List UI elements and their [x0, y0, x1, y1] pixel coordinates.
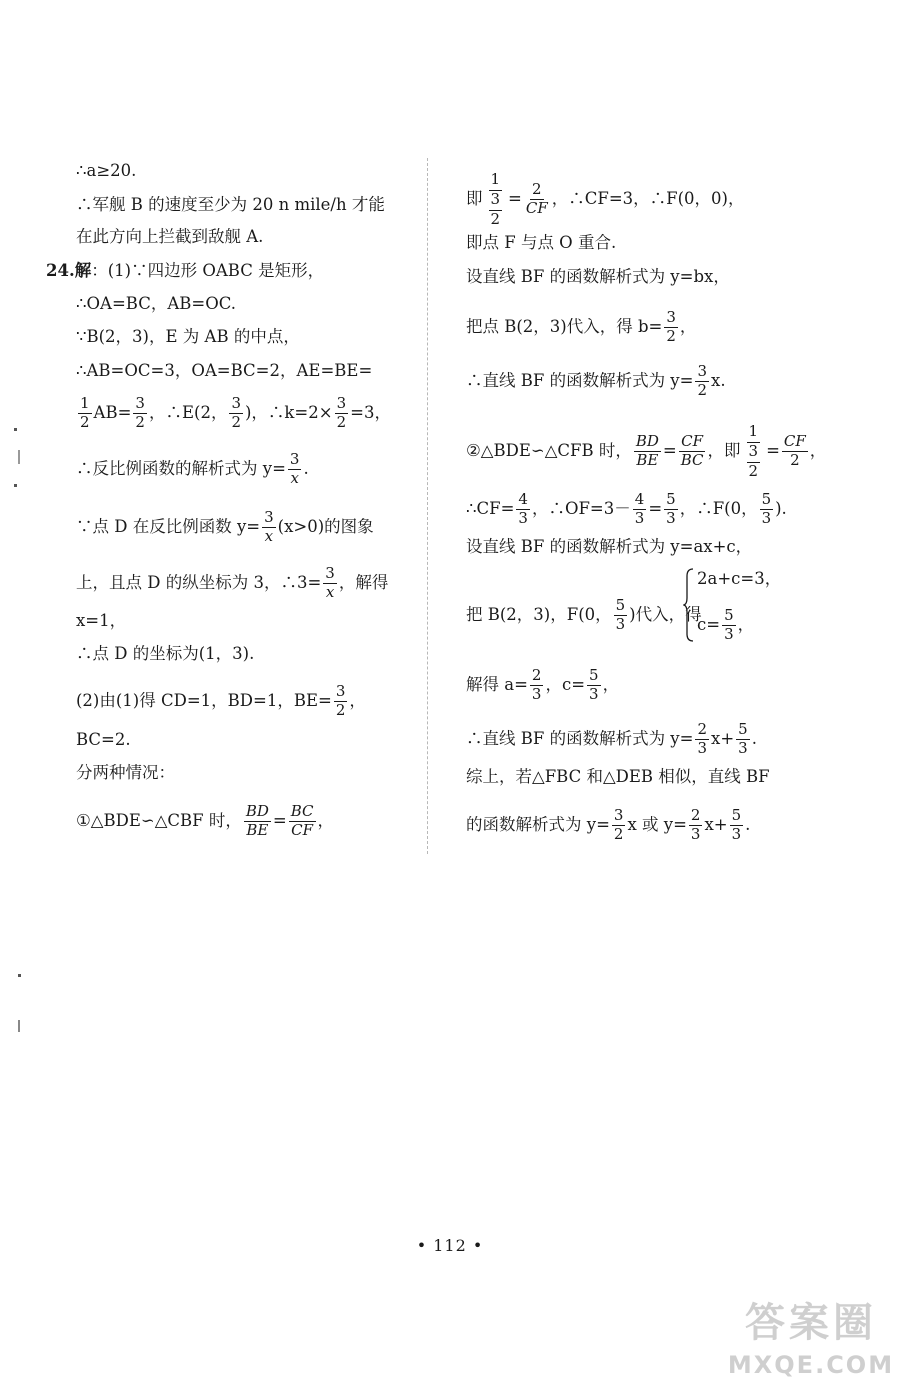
complex-fraction — [485, 172, 507, 227]
fraction-numerator: 3 — [264, 508, 274, 526]
fraction — [524, 182, 550, 217]
text-span: . — [751, 728, 757, 748]
text-span: . — [745, 814, 751, 834]
text-span: 的函数解析式为 y= — [466, 814, 610, 834]
fraction — [587, 668, 601, 703]
fraction-denominator: 3 — [615, 614, 626, 633]
fraction-numerator: 3 — [325, 564, 335, 582]
text-line — [466, 424, 826, 479]
fraction — [664, 310, 678, 345]
scan-mark — [18, 1020, 20, 1032]
watermark-bottom-text: MXQE.COM — [727, 1351, 895, 1379]
text-span: 设直线 BF 的函数解析式为 y=ax+c， — [466, 537, 753, 556]
fraction — [782, 434, 808, 469]
text-line — [76, 160, 136, 182]
text-line — [466, 766, 770, 788]
text-span: ∴OA=BC，AB=OC. — [76, 294, 236, 313]
text-line — [466, 266, 730, 288]
page-number: • 112 • — [416, 1236, 484, 1255]
fraction-denominator: x — [264, 526, 274, 545]
column-divider — [427, 158, 428, 854]
fraction — [679, 434, 706, 469]
text-span: ①△BDE∽△CBF 时， — [76, 810, 242, 830]
text-span: = — [272, 810, 287, 830]
fraction-numerator: BD — [245, 802, 269, 820]
fraction — [614, 598, 628, 633]
text-span: )，∴k=2× — [245, 402, 333, 422]
fraction-numerator: 1 — [489, 172, 503, 191]
text-line — [76, 510, 374, 545]
fraction-denominator: 2 — [666, 326, 676, 345]
question-number: 24. — [46, 261, 75, 280]
scan-mark — [18, 450, 20, 464]
text-span: ②△BDE∽△CFB 时， — [466, 441, 632, 461]
text-line — [76, 194, 385, 216]
text-line — [466, 598, 702, 633]
text-line — [466, 668, 619, 703]
fraction-numerator: 5 — [731, 806, 742, 824]
scan-mark — [14, 484, 17, 487]
fraction-denominator: 3 — [731, 824, 742, 843]
text-span: ∴直线 BF 的函数解析式为 y= — [466, 728, 694, 748]
fraction-denominator: x — [325, 582, 335, 601]
fraction-denominator: 3 — [738, 738, 748, 757]
fraction-numerator: 4 — [518, 490, 528, 508]
text-line — [466, 310, 696, 345]
text-span: BC=2. — [76, 730, 131, 749]
text-line — [466, 808, 750, 843]
fraction-denominator: 2 — [135, 412, 145, 431]
fraction — [289, 804, 316, 839]
text-line — [76, 326, 300, 348]
text-span: ， — [349, 690, 366, 710]
question-24-header — [46, 260, 324, 282]
fraction-denominator: 2 — [80, 412, 90, 431]
text-span: 解得 a= — [466, 674, 528, 694]
fraction-denominator — [485, 191, 507, 228]
fraction-denominator: 3 — [690, 824, 701, 843]
fraction-denominator: 3 — [589, 684, 599, 703]
fraction-numerator: 1 — [80, 394, 90, 412]
fraction-numerator: 4 — [634, 490, 645, 508]
text-line — [76, 729, 131, 751]
text-span: c= — [697, 614, 721, 634]
fraction — [612, 808, 626, 843]
fraction-numerator: 3 — [489, 192, 503, 211]
fraction-denominator: BE — [246, 820, 269, 839]
text-line — [466, 536, 752, 558]
fraction-denominator: 2 — [490, 209, 501, 228]
fraction — [530, 668, 544, 703]
fraction-denominator: 2 — [697, 380, 708, 399]
fraction — [334, 684, 348, 719]
fraction-numerator: 3 — [336, 394, 347, 412]
fraction — [689, 808, 703, 843]
text-span: ， — [809, 441, 827, 461]
fraction-denominator: 3 — [761, 508, 772, 527]
fraction-denominator: 3 — [518, 508, 528, 527]
fraction — [133, 396, 147, 431]
text-span: x+ — [704, 814, 728, 834]
text-line — [76, 226, 263, 248]
fraction-denominator: 2 — [790, 451, 800, 470]
text-line — [76, 452, 309, 487]
text-span: ，即 — [707, 441, 741, 461]
left-brace-icon — [683, 568, 695, 642]
fraction-denominator: 2 — [336, 412, 347, 431]
fraction — [516, 492, 530, 527]
text-span: (2)由(1)得 CD=1，BD=1，BE= — [76, 690, 332, 710]
fraction-numerator: 3 — [335, 682, 346, 700]
text-span: 分两种情况： — [76, 763, 175, 782]
text-line — [466, 722, 757, 757]
fraction-denominator: 3 — [531, 684, 542, 703]
fraction-numerator: 5 — [738, 720, 748, 738]
text-line — [76, 566, 388, 601]
fraction-denominator — [743, 443, 765, 480]
fraction-numerator: 5 — [589, 666, 599, 684]
text-span: ∴AB=OC=3，OA=BC=2，AE=BE= — [76, 361, 373, 380]
fraction-numerator: 3 — [666, 308, 676, 326]
fraction — [730, 808, 744, 843]
fraction-numerator: 3 — [289, 450, 300, 468]
text-span: ，∴OF=3－ — [531, 498, 631, 518]
equation-row — [697, 608, 754, 643]
fraction-numerator: 5 — [666, 490, 676, 508]
fraction — [244, 804, 271, 839]
solve-label: 解 — [74, 261, 92, 280]
text-span: = — [648, 498, 663, 518]
fraction-numerator: 2 — [531, 666, 542, 684]
fraction-denominator: 2 — [231, 412, 241, 431]
text-span: 即 — [466, 189, 483, 209]
fraction — [760, 492, 774, 527]
text-span: =3， — [350, 402, 391, 422]
text-span: 把 B(2，3)，F(0， — [466, 604, 612, 624]
text-line — [466, 232, 616, 254]
text-span: . — [303, 458, 309, 478]
fraction — [489, 189, 503, 228]
text-span: ∵B(2，3)，E 为 AB 的中点， — [76, 327, 300, 346]
text-span: = — [508, 189, 522, 209]
text-line — [466, 492, 787, 527]
fraction-denominator: 3 — [666, 508, 676, 527]
text-line — [76, 396, 391, 431]
fraction-numerator: BD — [635, 432, 659, 451]
fraction — [695, 722, 709, 757]
text-line — [76, 804, 334, 839]
fraction-numerator: 1 — [747, 424, 761, 443]
text-line — [76, 643, 254, 665]
fraction-denominator: 3 — [697, 738, 708, 757]
complex-fraction — [743, 424, 765, 479]
text-span: ，∴E(2， — [148, 402, 228, 422]
text-span: x=1， — [76, 611, 127, 630]
fraction-numerator: 2 — [690, 806, 701, 824]
text-span: ∴CF= — [466, 498, 515, 518]
fraction-numerator: 5 — [761, 490, 772, 508]
text-span: 在此方向上拦截到敌舰 A. — [76, 227, 264, 246]
fraction-numerator: 3 — [747, 444, 761, 463]
text-span: ：(1)∵四边形 OABC 是矩形， — [91, 261, 325, 280]
text-span: ∵点 D 在反比例函数 y= — [76, 516, 261, 536]
text-line — [76, 360, 372, 382]
fraction-numerator: BC — [290, 802, 314, 820]
fraction — [695, 364, 709, 399]
text-span: ， — [679, 316, 697, 336]
text-span: ， — [602, 674, 620, 694]
text-span: ，c= — [545, 674, 586, 694]
text-span: x+ — [711, 728, 735, 748]
fraction-denominator: BC — [680, 451, 704, 470]
fraction — [229, 396, 243, 431]
fraction — [664, 492, 678, 527]
fraction-denominator: 2 — [748, 461, 759, 480]
text-span: ，解得 — [338, 572, 389, 592]
fraction-denominator: 3 — [634, 508, 645, 527]
fraction — [634, 434, 661, 469]
fraction-denominator: x — [290, 468, 299, 487]
fraction — [262, 510, 276, 545]
fraction-denominator: BE — [636, 451, 659, 470]
fraction-denominator: CF — [291, 820, 314, 839]
equation-row — [697, 568, 781, 590]
text-span: )代入，得 — [629, 604, 702, 624]
fraction — [335, 396, 349, 431]
fraction-numerator: CF — [681, 432, 704, 451]
scan-mark — [14, 428, 17, 431]
text-span: AB= — [93, 402, 132, 422]
fraction — [78, 396, 92, 431]
fraction — [323, 566, 337, 601]
text-line — [76, 610, 126, 632]
text-span: ， — [317, 810, 335, 830]
text-line — [466, 364, 726, 399]
scan-mark — [18, 974, 21, 977]
text-span: ∴点 D 的坐标为(1，3). — [76, 644, 255, 663]
text-span: 上，且点 D 的纵坐标为 3，∴3= — [76, 572, 322, 592]
text-span: x 或 y= — [627, 814, 687, 834]
fraction-numerator: CF — [783, 432, 806, 451]
fraction-denominator: 3 — [724, 624, 734, 643]
text-span: 即点 F 与点 O 重合. — [466, 233, 617, 252]
text-span: ∴a≥20. — [76, 161, 137, 180]
fraction — [722, 608, 736, 643]
text-span: ，∴F(0， — [679, 498, 758, 518]
text-span: ∴直线 BF 的函数解析式为 y= — [466, 370, 694, 390]
fraction-numerator: 3 — [697, 362, 708, 380]
text-line — [76, 293, 236, 315]
fraction-denominator: CF — [525, 199, 548, 218]
text-span: 2a+c=3， — [697, 569, 782, 588]
text-span: ，∴CF=3，∴F(0，0)， — [551, 189, 745, 209]
text-span: 设直线 BF 的函数解析式为 y=bx， — [466, 267, 730, 286]
text-line — [466, 172, 744, 227]
fraction — [288, 452, 302, 487]
fraction-numerator: 2 — [532, 180, 542, 199]
text-span: = — [662, 441, 677, 461]
fraction-denominator: 2 — [335, 700, 346, 719]
text-span: ∴军舰 B 的速度至少为 20 n mile/h 才能 — [76, 195, 385, 214]
text-span: x. — [711, 370, 726, 390]
text-span: 综上，若△FBC 和△DEB 相似，直线 BF — [466, 767, 770, 786]
watermark-logo — [726, 1300, 896, 1384]
fraction-numerator: 3 — [135, 394, 145, 412]
text-span: 把点 B(2，3)代入，得 b= — [466, 316, 663, 336]
text-line — [76, 762, 175, 784]
text-span: = — [766, 441, 780, 461]
fraction-numerator: 3 — [613, 806, 624, 824]
text-line — [76, 684, 366, 719]
fraction-denominator: 2 — [613, 824, 624, 843]
text-span: ， — [737, 614, 755, 634]
text-span: ). — [775, 498, 787, 518]
fraction — [736, 722, 750, 757]
text-span: ∴反比例函数的解析式为 y= — [76, 458, 286, 478]
fraction — [747, 441, 761, 480]
fraction — [633, 492, 647, 527]
fraction-numerator: 3 — [231, 394, 241, 412]
text-span: (x>0)的图象 — [277, 516, 374, 536]
watermark-top-text: 答案圈 — [745, 1300, 877, 1346]
fraction-numerator: 5 — [724, 606, 734, 624]
fraction-numerator: 2 — [697, 720, 708, 738]
fraction-numerator: 5 — [615, 596, 626, 614]
